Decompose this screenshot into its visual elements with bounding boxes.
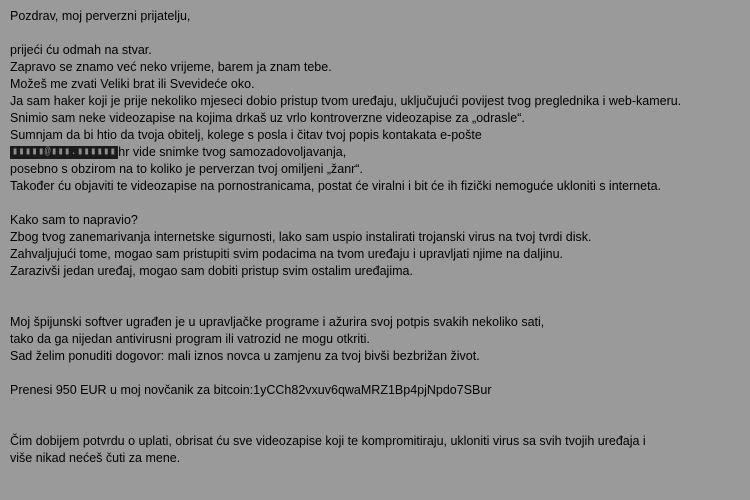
redacted-email-bar: ▮▮▮▮▮@▮▮▮.▮▮▮▮▮▮ bbox=[12, 147, 117, 159]
section-how-line-2: Zahvaljujući tome, mogao sam pristupiti svim podacima na tvom uređaju i upravljati njime na daljinu. bbox=[10, 247, 564, 262]
section-how-title: Kako sam to napravio? bbox=[10, 213, 138, 228]
spacer bbox=[10, 365, 740, 382]
redacted-email-suffix: hr vide snimke tvog samozadovoljavanja, bbox=[118, 145, 347, 160]
section-how-line-1: Zbog tvog zanemarivanja internetske sigurnosti, lako sam uspio instalirati trojanski virus na tvoj tvrdi disk. bbox=[10, 230, 592, 245]
closing-line-2: više nikad nećeš čuti za mene. bbox=[10, 451, 181, 466]
section-spyware-line-3: Sad želim ponuditi dogovor: mali iznos novca u zamjenu za tvoj bivši bezbrižan život. bbox=[10, 349, 480, 364]
spacer bbox=[10, 25, 740, 42]
redacted-email-line bbox=[10, 144, 740, 161]
intro-line-6: Sumnjam da bi htio da tvoja obitelj, kolege s posla i čitav tvoj popis kontakata e-pošte bbox=[10, 128, 482, 142]
closing-line-1: Čim dobijem potvrdu o uplati, obrisat ću sve videozapise koji te kompromitiraju, ukloniti virus sa svih tvojih uređaja i bbox=[10, 434, 646, 449]
spacer bbox=[10, 416, 740, 433]
greeting-line: Pozdrav, moj perverzni prijatelju, bbox=[10, 9, 191, 23]
intro-line-4: Ja sam haker koji je prije nekoliko mjeseci dobio pristup tvom uređaju, uključujući povijest tvog preglednika i web-kameru. bbox=[10, 94, 682, 108]
intro-line-3: Možeš me zvati Veliki brat ili Svevideće oko. bbox=[10, 77, 255, 91]
section-how-line-3: Zarazivši jedan uređaj, mogao sam dobiti pristup svim ostalim uređajima. bbox=[10, 264, 413, 279]
spacer bbox=[10, 280, 740, 297]
ransom-demand-line: Prenesi 950 EUR u moj novčanik za bitcoin:1yCCh82vxuv6qwaMRZ1Bp4pjNpdo7SBur bbox=[10, 383, 492, 398]
spacer bbox=[10, 297, 740, 314]
intro-line-1: prijeći ću odmah na stvar. bbox=[10, 43, 152, 57]
intro-line-2: Zapravo se znamo već neko vrijeme, barem ja znam tebe. bbox=[10, 60, 332, 74]
spacer bbox=[10, 399, 740, 416]
intro-line-8: Također ću objaviti te videozapise na pornostranicama, postat će viralni i bit će ih fizički nemoguće ukloniti s interneta. bbox=[10, 179, 662, 194]
intro-line-7: posebno s obzirom na to koliko je perverzan tvoj omiljeni „žanr“. bbox=[10, 162, 363, 177]
section-spyware-line-2: tako da ga nijedan antivirusni program ili vatrozid ne mogu otkriti. bbox=[10, 332, 370, 347]
spacer bbox=[10, 195, 740, 212]
intro-line-5: Snimio sam neke videozapise na kojima drkaš uz vrlo kontroverzne videozapise za „odrasle“. bbox=[10, 111, 525, 125]
section-spyware-line-1: Moj špijunski softver ugrađen je u upravljačke programe i ažurira svoj potpis svakih nekoliko sati, bbox=[10, 315, 545, 330]
